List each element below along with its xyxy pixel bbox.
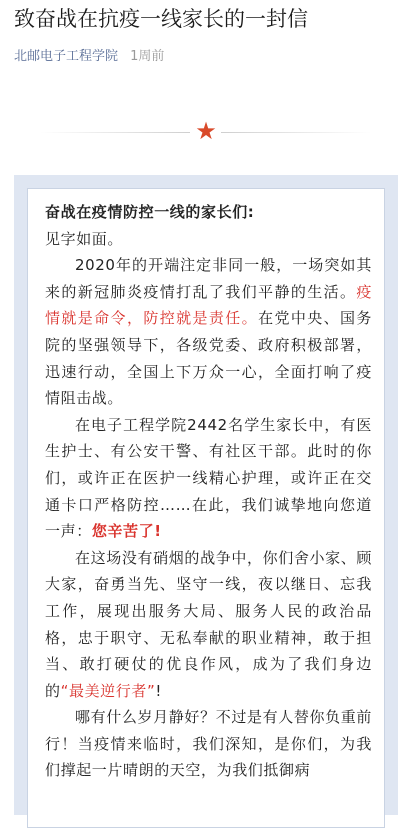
letter-paragraph-1 (45, 252, 372, 412)
paragraph-text: ! (155, 681, 162, 700)
letter-salutation: 奋战在疫情防控一线的家长们: (45, 203, 255, 221)
letter-paragraph-2 (45, 412, 372, 545)
letter-body (27, 188, 385, 828)
paragraph-text: 在党中央、国务院的坚强领导下，各级党委、政府积极部署，迅速行动，全国上下万众一心，全面打响了疫情阻击战。 (45, 309, 372, 408)
paragraph-text: 在这场没有硝烟的战争中，你们舍小家、顾大家，奋勇当先、坚守一线，夜以继日、忘我工作，展现出服务大局、服务人民的政治品格，忠于职守、无私奉献的职业精神，敢于担当、敢打硬仗的优良作风，成为了我们身边的 (45, 548, 372, 700)
highlight-text: 疫情就是命令，防控就是责任。 (45, 282, 372, 328)
paragraph-text: 2020年的开端注定非同一般，一场突如其来的新冠肺炎疫情打乱了我们平静的生活。 (45, 256, 372, 301)
paragraph-text: 在电子工程学院2442名学生家长中，有医生护士、有公安干警、有社区干部。此时的你们，或许正在医护一线精心护理，或许正在交通卡口严格防控……在此，我们诚挚地向您道一声： (45, 415, 372, 541)
article-meta (14, 48, 164, 66)
letter-frame (14, 175, 398, 815)
letter-paragraph-4: 哪有什么岁月静好？不过是有人替你负重前行！当疫情来临时，我们深知，是你们，为我们撑起一片晴朗的天空，为我们抵御病 (45, 708, 372, 780)
highlight-text: “最美逆行者” (60, 681, 156, 700)
star-icon: ★ (195, 117, 217, 145)
decorative-divider (0, 118, 411, 148)
letter-greeting: 见字如面。 (45, 229, 124, 248)
publish-time: 1周前 (130, 49, 165, 64)
highlight-text: 您辛苦了! (91, 522, 162, 541)
divider-line-left (40, 132, 190, 133)
account-name-link[interactable]: 北邮电子工程学院 (14, 49, 119, 64)
letter-paragraph-3 (45, 545, 372, 705)
divider-line-right (221, 132, 371, 133)
article-title: 致奋战在抗疫一线家长的一封信 (14, 7, 308, 31)
